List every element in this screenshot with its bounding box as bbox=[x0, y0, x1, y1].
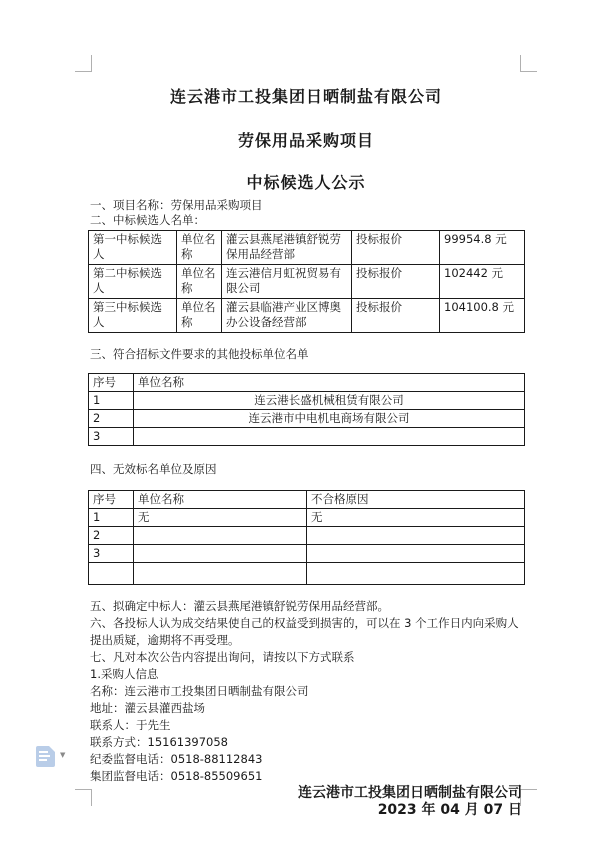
group-supervision-phone-line: 集团监督电话：0518-85509651 bbox=[90, 769, 263, 783]
column-header-reason: 不合格原因 bbox=[307, 491, 525, 509]
discipline-supervision-phone-line: 纪委监督电话：0518-88112843 bbox=[90, 752, 263, 766]
company-cell: 连云港长盛机械租赁有限公司 bbox=[134, 392, 525, 410]
section-objection-notice: 六、各投标人认为成交结果使自己的权益受到损害的，可以在 3 个工作日内向采购人提出质疑，逾期将不再受理。 bbox=[90, 616, 519, 647]
no-cell bbox=[89, 563, 134, 585]
text-line-decoration bbox=[39, 751, 48, 753]
no-cell: 2 bbox=[89, 527, 134, 545]
no-cell: 1 bbox=[89, 392, 134, 410]
buyer-name-line: 名称：连云港市工投集团日晒制盐有限公司 bbox=[90, 684, 309, 698]
rank-cell: 第二中标候选人 bbox=[89, 265, 177, 299]
buyer-phone-line: 联系方式：15161397058 bbox=[90, 735, 228, 749]
margin-crop-mark-top-left bbox=[75, 55, 92, 72]
reason-cell bbox=[307, 527, 525, 545]
chevron-down-icon[interactable]: ▼ bbox=[60, 751, 66, 759]
field-label-cell: 单位名称 bbox=[177, 265, 222, 299]
field-label-cell: 单位名称 bbox=[177, 299, 222, 333]
buyer-info-title: 1.采购人信息 bbox=[90, 667, 159, 681]
text-line-decoration bbox=[39, 759, 47, 761]
rank-cell: 第一中标候选人 bbox=[89, 231, 177, 265]
section-project-name: 一、项目名称：劳保用品采购项目 bbox=[90, 198, 263, 212]
table-header-row bbox=[89, 374, 525, 392]
signature-company: 连云港市工投集团日晒制盐有限公司 bbox=[298, 785, 522, 801]
paste-options-button[interactable] bbox=[36, 746, 70, 768]
table-row bbox=[89, 231, 525, 265]
other-bidders-table bbox=[88, 373, 525, 446]
company-cell bbox=[134, 545, 307, 563]
section-winner-statement: 五、拟确定中标人：灌云县燕尾港镇舒锐劳保用品经营部。 bbox=[90, 599, 389, 613]
table-row bbox=[89, 428, 525, 446]
column-header-company: 单位名称 bbox=[134, 374, 525, 392]
buyer-contact-person-line: 联系人：于先生 bbox=[90, 718, 171, 732]
company-cell: 连云港信月虹祝贸易有限公司 bbox=[222, 265, 352, 299]
text-line-decoration bbox=[39, 755, 50, 757]
table-header-row bbox=[89, 491, 525, 509]
table-row bbox=[89, 545, 525, 563]
table-row bbox=[89, 563, 525, 585]
company-cell: 连云港市中电机电商场有限公司 bbox=[134, 410, 525, 428]
document-title-company: 连云港市工投集团日晒制盐有限公司 bbox=[169, 87, 442, 106]
table-row bbox=[89, 509, 525, 527]
table-row bbox=[89, 299, 525, 333]
clipboard-paste-icon bbox=[36, 746, 55, 767]
section-other-bidders-heading: 三、符合招标文件要求的其他投标单位名单 bbox=[90, 347, 309, 361]
margin-crop-mark-top-right bbox=[520, 55, 537, 72]
price-label-cell: 投标报价 bbox=[352, 231, 440, 265]
no-cell: 2 bbox=[89, 410, 134, 428]
no-cell: 3 bbox=[89, 428, 134, 446]
company-cell: 无 bbox=[134, 509, 307, 527]
no-cell: 1 bbox=[89, 509, 134, 527]
price-cell: 99954.8 元 bbox=[440, 231, 525, 265]
price-cell: 104100.8 元 bbox=[440, 299, 525, 333]
no-cell: 3 bbox=[89, 545, 134, 563]
margin-crop-mark-bottom-right bbox=[520, 789, 537, 806]
document-title-project: 劳保用品采购项目 bbox=[237, 131, 374, 150]
company-cell bbox=[134, 527, 307, 545]
price-cell: 102442 元 bbox=[440, 265, 525, 299]
reason-cell bbox=[307, 563, 525, 585]
company-cell bbox=[134, 428, 525, 446]
page-fold-corner bbox=[49, 746, 55, 752]
section-invalid-bids-heading: 四、无效标名单位及原因 bbox=[90, 462, 217, 476]
signature-date: 2023 年 04 月 07 日 bbox=[377, 802, 522, 818]
table-row bbox=[89, 410, 525, 428]
rank-cell: 第三中标候选人 bbox=[89, 299, 177, 333]
buyer-address-line: 地址：灌云县灌西盐场 bbox=[90, 701, 205, 715]
section-candidate-list-heading: 二、中标候选人名单： bbox=[90, 213, 205, 227]
column-header-no: 序号 bbox=[89, 491, 134, 509]
price-label-cell: 投标报价 bbox=[352, 265, 440, 299]
company-cell bbox=[134, 563, 307, 585]
table-row bbox=[89, 265, 525, 299]
document-page bbox=[90, 72, 522, 819]
reason-cell: 无 bbox=[307, 509, 525, 527]
company-cell: 灌云县燕尾港镇舒锐劳保用品经营部 bbox=[222, 231, 352, 265]
document-title-announcement: 中标候选人公示 bbox=[246, 173, 366, 192]
section-contact-heading: 七、凡对本次公告内容提出询问，请按以下方式联系 bbox=[90, 650, 355, 664]
buyer-info-block bbox=[90, 666, 522, 785]
table-row bbox=[89, 527, 525, 545]
table-row bbox=[89, 392, 525, 410]
column-header-no: 序号 bbox=[89, 374, 134, 392]
invalid-bids-table bbox=[88, 490, 525, 585]
price-label-cell: 投标报价 bbox=[352, 299, 440, 333]
company-cell: 灌云县临港产业区博奥办公设备经营部 bbox=[222, 299, 352, 333]
field-label-cell: 单位名称 bbox=[177, 231, 222, 265]
reason-cell bbox=[307, 545, 525, 563]
candidates-table bbox=[88, 230, 525, 333]
column-header-company: 单位名称 bbox=[134, 491, 307, 509]
